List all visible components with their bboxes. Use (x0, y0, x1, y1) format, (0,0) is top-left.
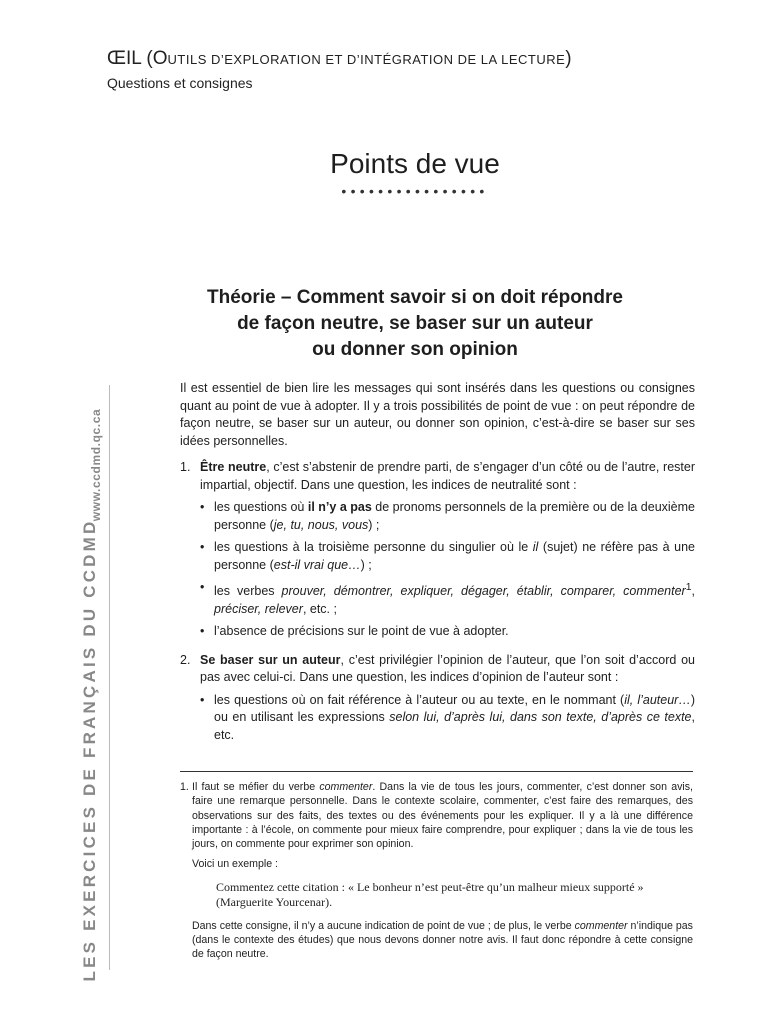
section-text: Se baser sur un auteur, c’est privilégier l’opinion de l’auteur, que l’on soit d’accord ou pas avec celui-ci. Dans une question, les indices d’opinion de l’auteur sont : (200, 652, 695, 685)
section-number: 2. (180, 652, 191, 667)
footnote-example-label: Voici un exemple : (192, 858, 278, 871)
theory-heading (180, 285, 650, 363)
intro-paragraph: Il est essentiel de bien lire les messages qui sont insérés dans les questions ou consignes quant au point de vue à adopter. Il y a trois possibilités de point de vue : on peut répondre de façon neutre, se baser sur un auteur, ou donner son opinion, c’est-à-dire se baser sur ses idées personnelles. (180, 381, 695, 448)
section-text: Être neutre, c’est s’abstenir de prendre parti, de s’engager d’un côté ou de l’autre, rester impartial, objectif. Dans une question, les indices de neutralité sont : (200, 460, 695, 492)
footnote-quote: Commentez cette citation : « Le bonheur n’est peut-être qu’un malheur mieux supporté » (Marguerite Yourcenar). (216, 879, 644, 910)
page-title: Points de vue (330, 148, 500, 179)
section-author (180, 652, 695, 745)
section-neutral (180, 459, 695, 641)
footnote-conclusion: Dans cette consigne, il n’y a aucune indication de point de vue ; de plus, le verbe commenter n’indique pas (dans le contexte des études) que nous devons donner notre avis. Il faut donc répondre à cette consigne de façon neutre. (192, 919, 693, 961)
sidebar-series-wrap (75, 518, 105, 982)
document-header-title: ŒIL (OUTILS D’EXPLORATION ET D’INTÉGRATION DE LA LECTURE) (107, 48, 572, 69)
sidebar-series-title: LES EXERCICES DE FRANÇAIS DU CCDMD (80, 518, 99, 982)
footnote-divider (180, 771, 693, 772)
theory-heading-line: Théorie – Comment savoir si on doit répondre (207, 287, 623, 308)
main-body (180, 380, 695, 744)
sidebar-url: www.ccdmd.qc.ca (89, 408, 103, 522)
footnote-ref[interactable]: 1 (685, 582, 692, 593)
theory-heading-line: ou donner son opinion (312, 339, 518, 360)
sidebar-url-wrap (81, 395, 111, 535)
list-item: • les verbes prouver, démontrer, expliquer, dégager, établir, comparer, commenter$^1$, préciser, relever, etc. ; (200, 580, 695, 616)
section-number: 1. (180, 460, 191, 474)
list-item: • l’absence de précisions sur le point de vue à adopter. (200, 624, 509, 639)
document-header-subtitle: Questions et consignes (107, 75, 253, 91)
list-item: • les questions où il n’y a pas de pronoms personnels de la première ou de la deuxième personne (je, tu, nous, vous) ; (200, 500, 696, 532)
footnote-text: Il faut se méfier du verbe commenter. Dans la vie de tous les jours, commenter, c’est donner son avis, faire une remarque personnelle. Dans le contexte scolaire, commenter, c’est faire des remarques, des observations sur des faits, des textes ou des événements pour les expliquer. Il y a là une différence importante : à l’école, on commente pour mieux faire comprendre, pour expliquer ; dans la vie de tous les jours, on commente pour exprimer son opinion. (192, 781, 693, 851)
title-dots-divider: •••••••••••••••• (341, 183, 489, 199)
theory-heading-line: de façon neutre, se baser sur un auteur (237, 313, 593, 334)
footnote-number: 1. (180, 781, 189, 793)
list-item: • les questions à la troisième personne du singulier où le il (sujet) ne réfère pas à une personne (est-il vrai que…) ; (200, 540, 695, 572)
list-item: • les questions où on fait référence à l’auteur ou au texte, en le nommant (il, l’auteur…) ou en utilisant les expressions selon lui, d’après lui, dans son texte, d’après ce texte, etc. (200, 692, 696, 742)
footnote (180, 780, 693, 962)
